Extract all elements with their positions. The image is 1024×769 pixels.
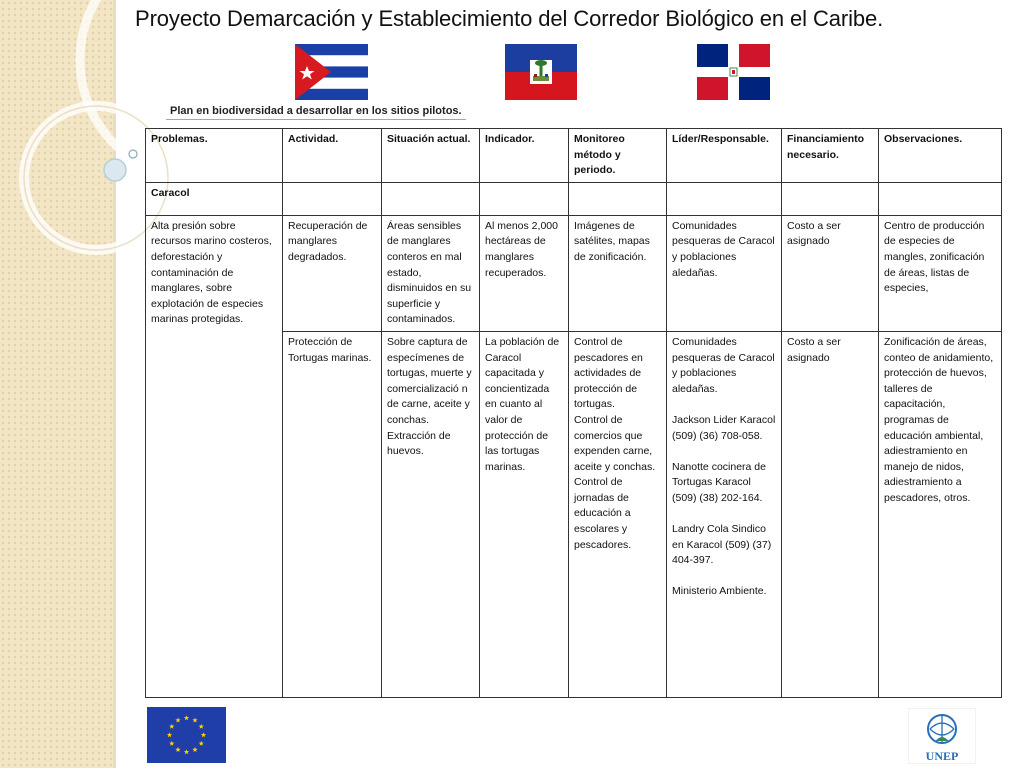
header-monitoreo: Monitoreo método y periodo. xyxy=(569,129,667,183)
decorative-bubble xyxy=(104,159,126,181)
situation-cell: Sobre captura de especímenes de tortugas, muerte y comercializació n de carne, aceite y conchas. Extracción de huevos. xyxy=(382,331,480,697)
header-observaciones: Observaciones. xyxy=(879,129,1002,183)
observations-cell: Centro de producción de especies de mangles, zonificación de áreas, listas de especies, xyxy=(879,215,1002,331)
biodiversity-plan-table xyxy=(145,128,1002,698)
header-problemas: Problemas. xyxy=(146,129,283,183)
monitoring-cell: Control de pescadores en actividades de protección de tortugas. Control de comercios que expenden carne, aceite y conchas. Control de jornadas de educación a escolares y pescadores. xyxy=(569,331,667,697)
problem-cell: Alta presión sobre recursos marino costeros, deforestación y contaminación de manglares, sobre explotación de especies marinas protegidas. xyxy=(146,215,283,697)
plan-title-underline xyxy=(166,119,466,120)
indicator-cell: Al menos 2,000 hectáreas de manglares recuperados. xyxy=(480,215,569,331)
unep-text: UNEP xyxy=(925,749,959,763)
header-indicador: Indicador. xyxy=(480,129,569,183)
haiti-flag xyxy=(505,44,577,100)
plan-title: Plan en biodiversidad a desarrollar en los sitios pilotos. xyxy=(170,105,462,117)
monitoring-cell: Imágenes de satélites, mapas de zonificación. xyxy=(569,215,667,331)
header-financiamiento: Financiamiento necesario. xyxy=(782,129,879,183)
table-row-location xyxy=(146,182,1002,215)
unep-logo xyxy=(908,708,976,769)
funding-cell: Costo a ser asignado xyxy=(782,215,879,331)
indicator-cell: La población de Caracol capacitada y concientizada en cuanto al valor de protección de las tortugas marinas. xyxy=(480,331,569,697)
unep-emblem-icon xyxy=(908,708,976,764)
table-header-row xyxy=(146,129,1002,183)
leader-cell: Comunidades pesqueras de Caracol y poblaciones aledañas. Jackson Lider Karacol (509) (36) 708-058. Nanotte cocinera de Tortugas Karacol (509) (38) 202-164. Landry Cola Sindico en Karacol (509) (37) 404-397. Ministerio Ambiente. xyxy=(667,331,782,697)
slide-title: Proyecto Demarcación y Establecimiento del Corredor Biológico en el Caribe. xyxy=(135,6,884,31)
header-situacion: Situación actual. xyxy=(382,129,480,183)
table-row xyxy=(146,215,1002,331)
eu-flag-logo xyxy=(147,707,226,763)
header-lider: Líder/Responsable. xyxy=(667,129,782,183)
situation-cell: Áreas sensibles de manglares conteros en mal estado, disminuidos en su superficie y contaminados. xyxy=(382,215,480,331)
activity-cell: Protección de Tortugas marinas. xyxy=(283,331,382,697)
dominican-republic-flag xyxy=(697,44,770,100)
leader-cell: Comunidades pesqueras de Caracol y poblaciones aledañas. xyxy=(667,215,782,331)
funding-cell: Costo a ser asignado xyxy=(782,331,879,697)
header-actividad: Actividad. xyxy=(283,129,382,183)
cuba-flag xyxy=(295,44,368,100)
location-cell: Caracol xyxy=(146,182,283,215)
observations-cell: Zonificación de áreas, conteo de anidamiento, protección de huevos, talleres de capacitación, programas de educación ambiental, adiestramiento en manejo de nidos, adiestramiento a pescadores, otros. xyxy=(879,331,1002,697)
activity-cell: Recuperación de manglares degradados. xyxy=(283,215,382,331)
